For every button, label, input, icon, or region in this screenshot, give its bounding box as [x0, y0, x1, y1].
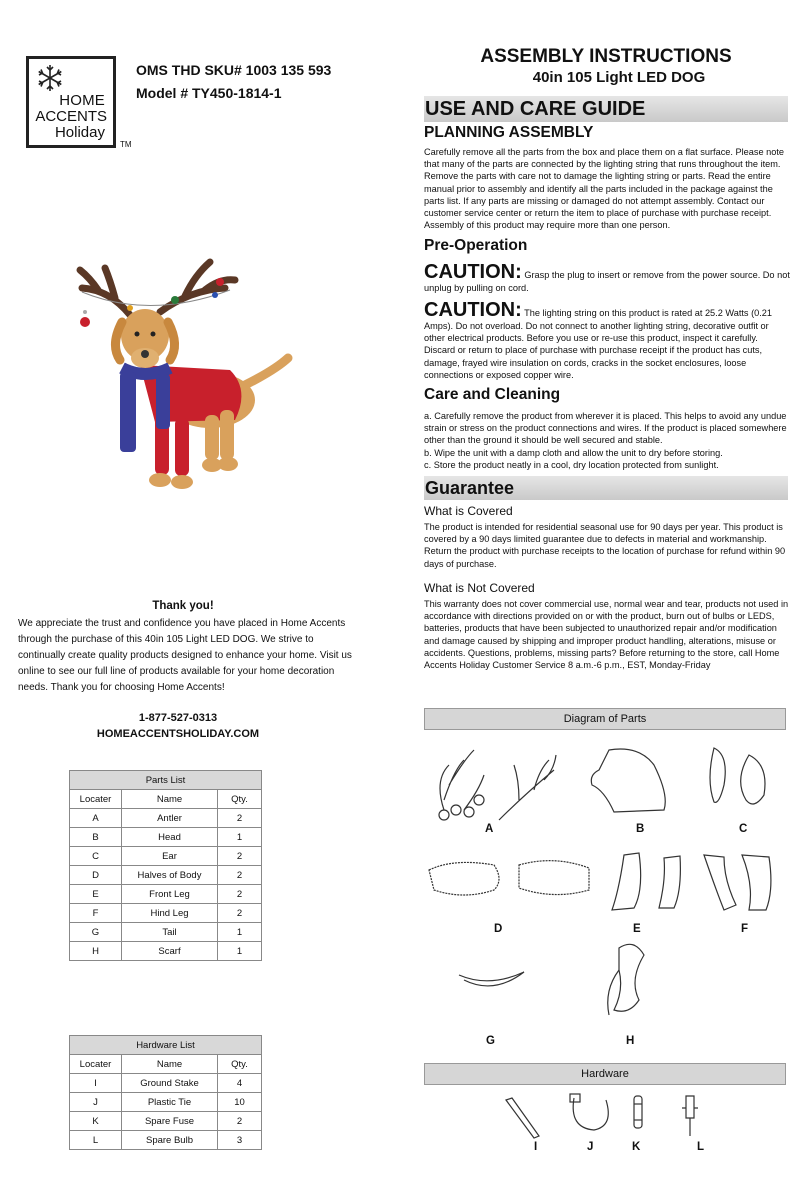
cell: Spare Bulb: [122, 1131, 218, 1150]
diagram-label-a: A: [485, 823, 494, 835]
tail-sketch: [459, 972, 524, 986]
not-covered-text: This warranty does not cover commercial use, normal wear and tear, products not used in accordance with directions provided on or with the product, burn out of bulbs or LEDS, batteries, products that have been subjected to unauthorized repair and/or modification and damage caused by shipping and improper product handling, alterations, misuse or accidents. Questions, problems, missing parts? Before returning to the store, call Home Accents Holiday Customer Service 8 a.m.-6 p.m., EST, Monday-Friday: [424, 599, 789, 671]
covered-title: What is Covered: [424, 504, 513, 518]
spare-fuse-sketch: [634, 1096, 642, 1128]
cell: D: [70, 866, 122, 885]
ear-sketch: [710, 748, 725, 802]
hardware-label-k: K: [632, 1141, 641, 1153]
cell: 2: [218, 847, 262, 866]
table-row: [70, 942, 262, 961]
table-row: [70, 809, 262, 828]
cell: 1: [218, 828, 262, 847]
cell: 2: [218, 1112, 262, 1131]
plastic-tie-sketch: [573, 1098, 608, 1130]
cell: Halves of Body: [122, 866, 218, 885]
table-row: [70, 1074, 262, 1093]
header-name: Name: [122, 790, 218, 809]
front-leg-sketch: [612, 853, 641, 910]
table-row: [70, 866, 262, 885]
header-name: Name: [122, 1055, 218, 1074]
use-care-heading: USE AND CARE GUIDE: [424, 96, 788, 122]
cell: 3: [218, 1131, 262, 1150]
cell: Spare Fuse: [122, 1112, 218, 1131]
document-subtitle: 40in 105 Light LED DOG: [532, 69, 706, 86]
caution-1-text: Grasp the plug to insert or remove from the power source. Do not unplug by pulling on cord.: [424, 270, 790, 293]
hardware-title: Hardware: [424, 1063, 786, 1085]
table-row: [70, 885, 262, 904]
table-row: [70, 828, 262, 847]
caution-2: [424, 300, 790, 381]
diagram-label-b: B: [636, 823, 645, 835]
cell: 10: [218, 1093, 262, 1112]
cell: Front Leg: [122, 885, 218, 904]
cell: A: [70, 809, 122, 828]
care-item-c: c. Store the product neatly in a cool, dry location protected from sunlight.: [424, 459, 719, 470]
care-item-a: a. Carefully remove the product from wherever it is placed. This helps to avoid any undue strain or stress on the product connections and wires. If the product is placed somewhere other than the ground it should be well secured and stable.: [424, 411, 787, 446]
diagram-label-d: D: [494, 923, 503, 935]
parts-list-table: [69, 770, 262, 961]
diagram-title: Diagram of Parts: [424, 708, 786, 730]
planning-text: Carefully remove all the parts from the box and place them on a flat surface. Please note that many of the parts are connected by the lighting string that runs throughout the item. Remove the parts with care not to damage the lighting string or parts. Read the entire manual prior to assembly and identify all the parts included in the package against the parts list. If any parts are missing or damaged do not attempt assembly. Contact our customer service center or return the item to place of purchase with purchase receipt. Assembly of this product may require more than one person.: [424, 147, 785, 231]
scarf-sketch: [614, 944, 644, 1011]
hardware-label-j: J: [587, 1141, 594, 1153]
diagram-label-g: G: [486, 1035, 495, 1047]
header-locater: Locater: [70, 1055, 122, 1074]
hardware-diagram: [424, 1088, 788, 1160]
header-locater: Locater: [70, 790, 122, 809]
cell: E: [70, 885, 122, 904]
diagram-label-e: E: [633, 923, 641, 935]
document-title: ASSEMBLY INSTRUCTIONS: [480, 46, 732, 67]
thanks-title: Thank you!: [152, 600, 214, 612]
cell: Ground Stake: [122, 1074, 218, 1093]
diagram-label-c: C: [739, 823, 748, 835]
sku-number: OMS THD SKU# 1003 135 593: [136, 62, 332, 78]
table-row: [70, 1112, 262, 1131]
diagram-label-f: F: [741, 923, 749, 935]
cell: Ear: [122, 847, 218, 866]
care-title: Care and Cleaning: [424, 386, 561, 403]
cell: I: [70, 1074, 122, 1093]
cell: 4: [218, 1074, 262, 1093]
cell: B: [70, 828, 122, 847]
caution-2-text: The lighting string on this product is rated at 25.2 Watts (0.21 Amps). Do not overload. Do not connect to another lighting string, decorative outfit or other electrical products. Before you use or re-use this product, inspect it carefully. Discard or return to place of purchase with purchase receipt if the product has cuts, damage, frayed wire insulation on cords, cracks in the socket enclosures, loose connections or exposed copper wire.: [424, 308, 773, 380]
product-image-dog: [60, 250, 300, 530]
parts-list-caption: Parts List: [70, 771, 262, 790]
cell: G: [70, 923, 122, 942]
table-row: [70, 923, 262, 942]
logo-line-holiday: Holiday: [54, 124, 105, 141]
trademark: TM: [120, 140, 132, 149]
snowflake-icon: [35, 63, 65, 93]
header-qty: Qty.: [218, 790, 262, 809]
caution-word: CAUTION:: [424, 299, 522, 321]
cell: Antler: [122, 809, 218, 828]
brand-logo: [26, 56, 116, 148]
antler-sketch: [439, 750, 556, 820]
cell: 2: [218, 866, 262, 885]
table-row: [70, 847, 262, 866]
preop-title: Pre-Operation: [424, 237, 528, 254]
caution-word: CAUTION:: [424, 261, 522, 283]
cell: L: [70, 1131, 122, 1150]
guarantee-heading: Guarantee: [424, 476, 788, 500]
cell: Tail: [122, 923, 218, 942]
table-row: [70, 1131, 262, 1150]
caution-1: [424, 262, 790, 294]
cell: K: [70, 1112, 122, 1131]
care-text: [424, 410, 790, 471]
planning-title: PLANNING ASSEMBLY: [424, 124, 594, 141]
cell: 1: [218, 942, 262, 961]
cell: Hind Leg: [122, 904, 218, 923]
covered-text: The product is intended for residential seasonal use for 90 days per year. This product is covered by a 90 days limited guarantee due to defects in material and workmanship. Return the product with purchase receipts to the location of purchase for refund within 90 days of purchase.: [424, 522, 786, 569]
logo-line-accents: ACCENTS: [35, 108, 107, 125]
cell: 2: [218, 809, 262, 828]
cell: Plastic Tie: [122, 1093, 218, 1112]
cell: 2: [218, 904, 262, 923]
hardware-label-i: I: [534, 1141, 538, 1153]
phone-number: 1-877-527-0313: [138, 712, 218, 724]
thanks-body: We appreciate the trust and confidence you have placed in Home Accents through the purchase of this 40in 105 Light LED DOG. We strive to continually create quality products designed to enhance your home. Visit us online to see our full line of products available for your home decoration needs. Thank you for choosing Home Accents!: [18, 618, 352, 693]
cell: C: [70, 847, 122, 866]
model-number: Model # TY450-1814-1: [136, 85, 282, 101]
cell: 2: [218, 885, 262, 904]
hardware-label-l: L: [697, 1141, 705, 1153]
table-row: [70, 1093, 262, 1112]
diagram-label-h: H: [626, 1035, 635, 1047]
hardware-list-caption: Hardware List: [70, 1036, 262, 1055]
cell: 1: [218, 923, 262, 942]
antler-graphic: [80, 262, 235, 315]
header-qty: Qty.: [218, 1055, 262, 1074]
parts-diagram: [424, 740, 788, 1060]
cell: F: [70, 904, 122, 923]
website-url: HOMEACCENTSHOLIDAY.COM: [96, 728, 260, 740]
table-header-row: [70, 790, 262, 809]
spare-bulb-sketch: [682, 1096, 698, 1136]
table-row: [70, 904, 262, 923]
cell: Head: [122, 828, 218, 847]
logo-line-home: HOME: [59, 92, 105, 109]
cell: H: [70, 942, 122, 961]
cell: J: [70, 1093, 122, 1112]
table-header-row: [70, 1055, 262, 1074]
cell: Scarf: [122, 942, 218, 961]
not-covered-title: What is Not Covered: [424, 581, 535, 595]
care-item-b: b. Wipe the unit with a damp cloth and allow the unit to dry before storing.: [424, 447, 723, 458]
head-sketch: [591, 749, 665, 812]
hardware-list-table: [69, 1035, 262, 1150]
hind-leg-sketch: [704, 855, 736, 910]
body-sketch: [429, 862, 499, 895]
ground-stake-sketch: [506, 1098, 539, 1138]
